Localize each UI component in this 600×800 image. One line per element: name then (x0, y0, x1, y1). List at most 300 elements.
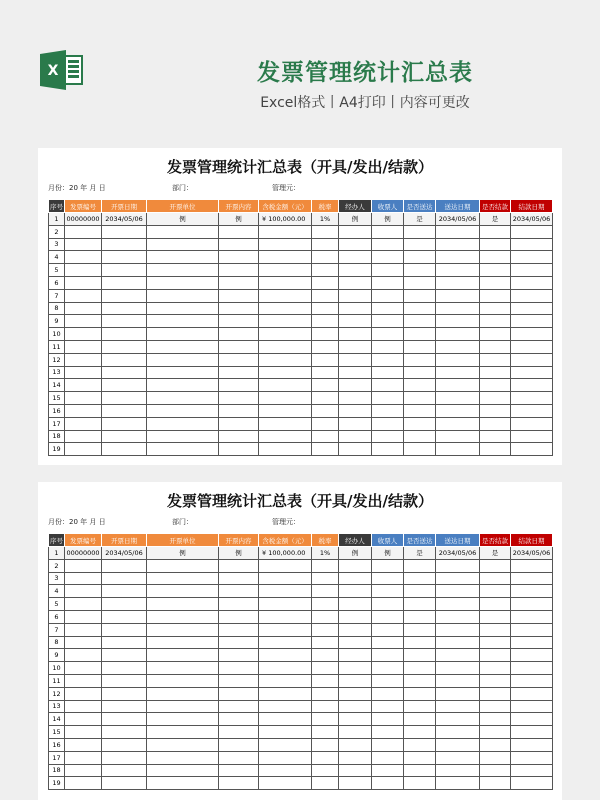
table-cell[interactable] (404, 225, 436, 238)
table-cell[interactable] (147, 572, 219, 585)
table-cell[interactable] (480, 289, 511, 302)
table-cell[interactable] (511, 623, 553, 636)
table-cell[interactable] (511, 674, 553, 687)
table-cell[interactable]: 2034/05/06 (102, 547, 147, 560)
table-cell[interactable] (480, 264, 511, 277)
table-cell[interactable] (511, 392, 553, 405)
table-cell[interactable] (65, 430, 102, 443)
table-cell[interactable] (312, 238, 339, 251)
table-cell[interactable] (102, 738, 147, 751)
table-cell[interactable] (312, 636, 339, 649)
table-cell[interactable] (102, 366, 147, 379)
table-cell[interactable] (372, 264, 404, 277)
table-cell[interactable] (404, 251, 436, 264)
table-cell[interactable] (436, 572, 480, 585)
table-cell[interactable] (436, 392, 480, 405)
table-cell[interactable]: 1% (312, 547, 339, 560)
table-cell[interactable] (511, 764, 553, 777)
table-cell[interactable] (480, 353, 511, 366)
table-cell[interactable] (480, 764, 511, 777)
table-cell[interactable] (372, 585, 404, 598)
table-cell[interactable] (339, 340, 372, 353)
table-cell[interactable] (436, 315, 480, 328)
table-cell[interactable] (511, 713, 553, 726)
table-cell[interactable] (219, 353, 259, 366)
table-cell[interactable] (102, 302, 147, 315)
table-cell[interactable] (372, 225, 404, 238)
table-cell[interactable] (480, 700, 511, 713)
table-cell[interactable] (259, 251, 312, 264)
table-cell[interactable] (65, 251, 102, 264)
table-cell[interactable] (102, 662, 147, 675)
table-cell[interactable] (339, 379, 372, 392)
table-cell[interactable] (259, 572, 312, 585)
table-cell[interactable] (312, 598, 339, 611)
table-cell[interactable] (219, 674, 259, 687)
table-cell[interactable] (259, 636, 312, 649)
table-cell[interactable] (436, 713, 480, 726)
table-cell[interactable] (480, 674, 511, 687)
table-cell[interactable] (339, 417, 372, 430)
table-cell[interactable]: 2034/05/06 (436, 213, 480, 226)
table-cell[interactable] (259, 662, 312, 675)
table-cell[interactable] (480, 404, 511, 417)
table-cell[interactable] (312, 302, 339, 315)
table-cell[interactable] (511, 404, 553, 417)
table-cell[interactable] (339, 430, 372, 443)
table-cell[interactable] (372, 572, 404, 585)
table-cell[interactable] (372, 417, 404, 430)
table-cell[interactable] (511, 777, 553, 790)
table-cell[interactable] (65, 559, 102, 572)
table-cell[interactable] (404, 264, 436, 277)
table-cell[interactable] (65, 443, 102, 456)
table-cell[interactable] (404, 598, 436, 611)
table-cell[interactable] (372, 713, 404, 726)
table-cell[interactable] (480, 430, 511, 443)
table-cell[interactable]: 是 (404, 547, 436, 560)
table-cell[interactable] (147, 443, 219, 456)
table-cell[interactable] (147, 713, 219, 726)
table-cell[interactable] (65, 777, 102, 790)
table-cell[interactable] (65, 340, 102, 353)
table-cell[interactable] (65, 738, 102, 751)
table-cell[interactable] (102, 598, 147, 611)
table-cell[interactable] (511, 598, 553, 611)
table-cell[interactable] (511, 636, 553, 649)
table-cell[interactable] (102, 379, 147, 392)
table-cell[interactable] (147, 328, 219, 341)
table-cell[interactable] (480, 726, 511, 739)
table-cell[interactable] (65, 276, 102, 289)
table-cell[interactable] (436, 443, 480, 456)
table-cell[interactable] (372, 700, 404, 713)
table-cell[interactable] (436, 353, 480, 366)
table-cell[interactable] (404, 404, 436, 417)
table-cell[interactable] (436, 764, 480, 777)
table-cell[interactable] (480, 687, 511, 700)
table-cell[interactable] (219, 417, 259, 430)
table-cell[interactable] (511, 572, 553, 585)
table-cell[interactable] (259, 225, 312, 238)
table-cell[interactable] (259, 598, 312, 611)
table-cell[interactable] (65, 610, 102, 623)
table-cell[interactable] (372, 649, 404, 662)
table-cell[interactable] (372, 302, 404, 315)
table-cell[interactable] (102, 713, 147, 726)
table-cell[interactable] (339, 353, 372, 366)
table-cell[interactable] (404, 572, 436, 585)
table-cell[interactable] (147, 366, 219, 379)
table-cell[interactable] (259, 353, 312, 366)
table-cell[interactable] (404, 662, 436, 675)
table-cell[interactable] (436, 662, 480, 675)
table-cell[interactable] (147, 764, 219, 777)
table-cell[interactable] (147, 751, 219, 764)
table-cell[interactable] (259, 328, 312, 341)
table-cell[interactable] (312, 738, 339, 751)
table-cell[interactable]: 是 (480, 213, 511, 226)
table-cell[interactable] (312, 264, 339, 277)
table-cell[interactable] (339, 649, 372, 662)
table-cell[interactable]: ¥ 100,000.00 (259, 547, 312, 560)
table-cell[interactable] (102, 700, 147, 713)
table-cell[interactable] (404, 379, 436, 392)
table-cell[interactable] (147, 430, 219, 443)
table-cell[interactable] (259, 302, 312, 315)
table-cell[interactable] (147, 392, 219, 405)
table-cell[interactable] (219, 430, 259, 443)
table-cell[interactable] (404, 738, 436, 751)
table-cell[interactable]: 2034/05/06 (511, 213, 553, 226)
table-cell[interactable] (219, 379, 259, 392)
table-cell[interactable] (480, 366, 511, 379)
table-cell[interactable] (372, 430, 404, 443)
table-cell[interactable] (219, 366, 259, 379)
table-cell[interactable] (404, 636, 436, 649)
table-cell[interactable] (480, 738, 511, 751)
table-cell[interactable] (312, 700, 339, 713)
table-cell[interactable] (404, 353, 436, 366)
table-cell[interactable] (65, 328, 102, 341)
table-cell[interactable] (436, 328, 480, 341)
table-cell[interactable] (511, 687, 553, 700)
table-cell[interactable] (339, 687, 372, 700)
table-cell[interactable] (436, 777, 480, 790)
table-cell[interactable] (147, 636, 219, 649)
table-cell[interactable] (404, 559, 436, 572)
table-cell[interactable] (65, 636, 102, 649)
table-cell[interactable] (312, 366, 339, 379)
table-cell[interactable]: 例 (147, 547, 219, 560)
table-cell[interactable] (102, 238, 147, 251)
table-cell[interactable] (312, 764, 339, 777)
table-cell[interactable]: 例 (339, 213, 372, 226)
table-cell[interactable] (102, 623, 147, 636)
table-cell[interactable] (511, 430, 553, 443)
table-cell[interactable] (404, 366, 436, 379)
table-cell[interactable] (259, 700, 312, 713)
table-cell[interactable] (339, 572, 372, 585)
table-cell[interactable] (404, 315, 436, 328)
table-cell[interactable] (436, 430, 480, 443)
table-cell[interactable] (65, 662, 102, 675)
table-cell[interactable] (372, 276, 404, 289)
table-cell[interactable]: 例 (219, 547, 259, 560)
table-cell[interactable] (312, 610, 339, 623)
table-cell[interactable] (511, 559, 553, 572)
table-cell[interactable] (102, 353, 147, 366)
table-cell[interactable] (436, 289, 480, 302)
table-cell[interactable] (372, 751, 404, 764)
table-cell[interactable] (339, 404, 372, 417)
table-cell[interactable] (259, 404, 312, 417)
table-cell[interactable] (511, 738, 553, 751)
table-cell[interactable] (511, 315, 553, 328)
table-cell[interactable] (339, 700, 372, 713)
table-cell[interactable] (480, 302, 511, 315)
table-cell[interactable] (511, 251, 553, 264)
table-cell[interactable] (339, 598, 372, 611)
table-cell[interactable] (436, 636, 480, 649)
table-cell[interactable] (372, 392, 404, 405)
table-cell[interactable] (404, 726, 436, 739)
table-cell[interactable] (404, 238, 436, 251)
table-cell[interactable] (102, 315, 147, 328)
table-cell[interactable] (312, 340, 339, 353)
table-cell[interactable] (436, 225, 480, 238)
table-cell[interactable] (259, 392, 312, 405)
table-cell[interactable] (480, 572, 511, 585)
table-cell[interactable] (436, 302, 480, 315)
table-cell[interactable] (436, 366, 480, 379)
table-cell[interactable] (147, 417, 219, 430)
table-cell[interactable] (219, 649, 259, 662)
table-cell[interactable] (404, 392, 436, 405)
table-cell[interactable] (312, 623, 339, 636)
table-cell[interactable] (312, 572, 339, 585)
table-cell[interactable] (65, 674, 102, 687)
table-cell[interactable] (147, 623, 219, 636)
table-cell[interactable] (219, 751, 259, 764)
table-cell[interactable] (511, 610, 553, 623)
table-cell[interactable] (65, 598, 102, 611)
table-cell[interactable] (259, 674, 312, 687)
table-cell[interactable] (147, 726, 219, 739)
table-cell[interactable] (312, 328, 339, 341)
table-cell[interactable] (511, 289, 553, 302)
table-cell[interactable] (259, 379, 312, 392)
table-cell[interactable] (219, 687, 259, 700)
table-cell[interactable] (372, 404, 404, 417)
table-cell[interactable] (147, 302, 219, 315)
table-cell[interactable] (102, 687, 147, 700)
table-cell[interactable] (511, 662, 553, 675)
table-cell[interactable] (480, 751, 511, 764)
table-cell[interactable] (65, 687, 102, 700)
table-cell[interactable] (102, 572, 147, 585)
table-cell[interactable]: 是 (404, 213, 436, 226)
table-cell[interactable] (259, 264, 312, 277)
table-cell[interactable] (147, 289, 219, 302)
table-cell[interactable] (102, 726, 147, 739)
table-cell[interactable]: 00000000 (65, 213, 102, 226)
table-cell[interactable] (312, 276, 339, 289)
table-cell[interactable] (147, 225, 219, 238)
table-cell[interactable] (312, 392, 339, 405)
table-cell[interactable] (339, 238, 372, 251)
table-cell[interactable] (219, 585, 259, 598)
table-cell[interactable] (102, 392, 147, 405)
table-cell[interactable] (259, 764, 312, 777)
table-cell[interactable] (65, 649, 102, 662)
table-cell[interactable] (259, 430, 312, 443)
table-cell[interactable] (219, 726, 259, 739)
table-cell[interactable] (312, 559, 339, 572)
table-cell[interactable] (339, 585, 372, 598)
table-cell[interactable] (436, 404, 480, 417)
table-cell[interactable] (436, 674, 480, 687)
table-cell[interactable] (339, 713, 372, 726)
table-cell[interactable] (480, 713, 511, 726)
table-cell[interactable] (102, 649, 147, 662)
table-cell[interactable] (147, 353, 219, 366)
table-cell[interactable] (147, 251, 219, 264)
table-cell[interactable] (511, 353, 553, 366)
table-cell[interactable] (102, 251, 147, 264)
table-cell[interactable] (147, 559, 219, 572)
table-cell[interactable] (372, 443, 404, 456)
table-cell[interactable] (511, 700, 553, 713)
table-cell[interactable] (259, 340, 312, 353)
table-cell[interactable] (480, 238, 511, 251)
table-cell[interactable] (312, 315, 339, 328)
table-cell[interactable]: 00000000 (65, 547, 102, 560)
table-cell[interactable] (511, 649, 553, 662)
table-cell[interactable] (65, 264, 102, 277)
table-cell[interactable] (65, 700, 102, 713)
table-cell[interactable] (65, 764, 102, 777)
table-cell[interactable] (436, 264, 480, 277)
table-cell[interactable] (219, 302, 259, 315)
table-cell[interactable] (312, 726, 339, 739)
table-cell[interactable] (147, 264, 219, 277)
table-cell[interactable] (480, 777, 511, 790)
table-cell[interactable] (65, 572, 102, 585)
table-cell[interactable] (511, 751, 553, 764)
table-cell[interactable] (436, 751, 480, 764)
table-cell[interactable] (312, 687, 339, 700)
table-cell[interactable] (511, 264, 553, 277)
table-cell[interactable] (259, 649, 312, 662)
table-cell[interactable] (219, 559, 259, 572)
table-cell[interactable] (404, 674, 436, 687)
table-cell[interactable] (312, 404, 339, 417)
table-cell[interactable] (219, 328, 259, 341)
table-cell[interactable] (102, 674, 147, 687)
table-cell[interactable] (339, 328, 372, 341)
table-cell[interactable] (65, 392, 102, 405)
table-cell[interactable] (436, 559, 480, 572)
table-cell[interactable] (339, 764, 372, 777)
table-cell[interactable] (147, 404, 219, 417)
table-cell[interactable] (65, 726, 102, 739)
table-cell[interactable] (511, 379, 553, 392)
table-cell[interactable] (436, 417, 480, 430)
table-cell[interactable] (480, 225, 511, 238)
table-cell[interactable] (372, 687, 404, 700)
table-cell[interactable] (436, 340, 480, 353)
table-cell[interactable] (259, 276, 312, 289)
table-cell[interactable] (511, 340, 553, 353)
table-cell[interactable] (102, 340, 147, 353)
table-cell[interactable] (259, 585, 312, 598)
table-cell[interactable] (404, 649, 436, 662)
table-cell[interactable] (259, 315, 312, 328)
table-cell[interactable] (339, 443, 372, 456)
table-cell[interactable] (312, 430, 339, 443)
table-cell[interactable] (436, 276, 480, 289)
table-cell[interactable] (436, 726, 480, 739)
table-cell[interactable] (404, 417, 436, 430)
table-cell[interactable] (436, 738, 480, 751)
table-cell[interactable] (219, 276, 259, 289)
table-cell[interactable] (372, 559, 404, 572)
table-cell[interactable] (147, 700, 219, 713)
table-cell[interactable] (436, 598, 480, 611)
table-cell[interactable] (339, 289, 372, 302)
table-cell[interactable] (312, 777, 339, 790)
table-cell[interactable]: 例 (339, 547, 372, 560)
table-cell[interactable] (436, 687, 480, 700)
table-cell[interactable] (339, 751, 372, 764)
table-cell[interactable] (480, 251, 511, 264)
table-cell[interactable] (372, 662, 404, 675)
table-cell[interactable] (480, 623, 511, 636)
table-cell[interactable] (480, 417, 511, 430)
table-cell[interactable] (339, 610, 372, 623)
table-cell[interactable] (480, 598, 511, 611)
table-cell[interactable] (102, 276, 147, 289)
table-cell[interactable] (219, 662, 259, 675)
table-cell[interactable] (102, 264, 147, 277)
table-cell[interactable] (259, 417, 312, 430)
table-cell[interactable] (404, 610, 436, 623)
table-cell[interactable] (404, 700, 436, 713)
table-cell[interactable]: 1 (49, 213, 65, 226)
table-cell[interactable] (436, 623, 480, 636)
table-cell[interactable] (511, 276, 553, 289)
table-cell[interactable] (480, 379, 511, 392)
table-cell[interactable] (65, 238, 102, 251)
table-cell[interactable] (511, 417, 553, 430)
table-cell[interactable] (404, 751, 436, 764)
table-cell[interactable] (404, 687, 436, 700)
table-cell[interactable] (404, 443, 436, 456)
table-cell[interactable] (65, 353, 102, 366)
table-cell[interactable] (480, 328, 511, 341)
table-cell[interactable] (511, 366, 553, 379)
table-cell[interactable] (147, 610, 219, 623)
table-cell[interactable] (511, 302, 553, 315)
table-cell[interactable] (219, 764, 259, 777)
table-cell[interactable] (312, 585, 339, 598)
table-cell[interactable] (65, 225, 102, 238)
table-cell[interactable] (102, 559, 147, 572)
table-cell[interactable] (372, 379, 404, 392)
table-cell[interactable] (372, 251, 404, 264)
table-cell[interactable] (102, 636, 147, 649)
